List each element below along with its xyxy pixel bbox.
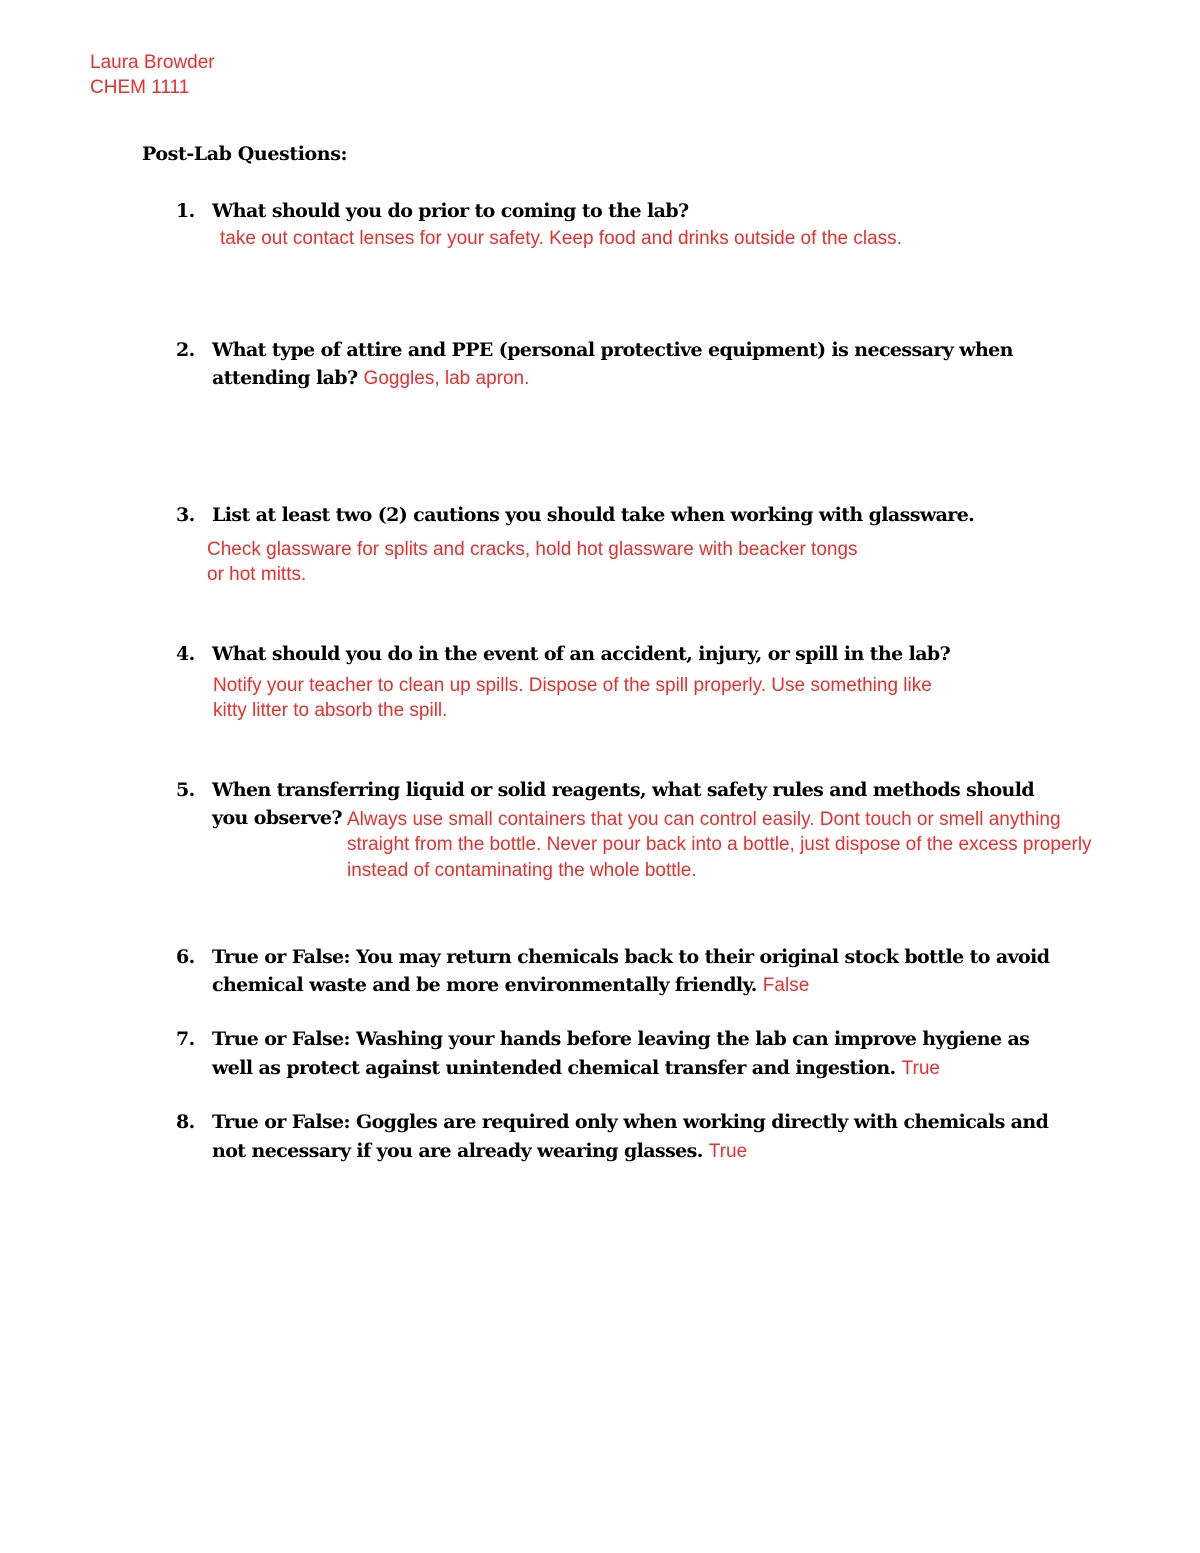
answer-text: False bbox=[762, 975, 810, 996]
answer-text: True bbox=[708, 1141, 748, 1162]
answer-text: or hot mitts. bbox=[207, 564, 307, 585]
question-text-line: chemical waste and be more environmentally friendly. bbox=[212, 974, 757, 996]
question-number: 1. bbox=[176, 200, 195, 222]
course-code: CHEM 1111 bbox=[90, 77, 190, 98]
question-text: What should you do in the event of an accident, injury, or spill in the lab? bbox=[212, 643, 951, 665]
question-text-line: not necessary if you are already wearing glasses. bbox=[212, 1140, 703, 1162]
answer-text: Notify your teacher to clean up spills. Dispose of the spill properly. Use something like bbox=[213, 675, 932, 696]
question-number: 8. bbox=[176, 1111, 195, 1133]
question-text-line: well as protect against unintended chemical transfer and ingestion. bbox=[212, 1057, 896, 1079]
question-text: List at least two (2) cautions you should take when working with glassware. bbox=[212, 504, 975, 526]
student-name: Laura Browder bbox=[90, 52, 215, 73]
question-text: True or False: Washing your hands before leaving the lab can improve hygiene as bbox=[212, 1028, 1030, 1050]
question-text: True or False: Goggles are required only when working directly with chemicals and bbox=[212, 1111, 1049, 1133]
answer-text: take out contact lenses for your safety. Keep food and drinks outside of the class. bbox=[220, 228, 902, 249]
question-text bbox=[212, 1137, 747, 1166]
answer-text: straight from the bottle. Never pour back into a bottle, just dispose of the excess properly bbox=[347, 834, 1092, 855]
answer-text: True bbox=[901, 1058, 940, 1079]
question-text bbox=[212, 364, 529, 393]
question-number: 2. bbox=[176, 339, 195, 361]
answer-text: Goggles, lab apron. bbox=[363, 368, 530, 389]
question-text: True or False: You may return chemicals back to their original stock bottle to avoid bbox=[212, 946, 1050, 968]
question-text: you observe? bbox=[212, 807, 342, 829]
question-text bbox=[212, 971, 809, 1000]
answer-text: kitty litter to absorb the spill. bbox=[213, 700, 448, 721]
answer-text: Check glassware for splits and cracks, hold hot glassware with beacker tongs bbox=[207, 539, 858, 560]
question-number: 7. bbox=[176, 1028, 195, 1050]
question-text: What type of attire and PPE (personal protective equipment) is necessary when bbox=[212, 339, 1013, 361]
question-text: When transferring liquid or solid reagents, what safety rules and methods should bbox=[212, 779, 1035, 801]
question-text-line: attending lab? bbox=[212, 367, 358, 389]
document-title: Post-Lab Questions: bbox=[142, 143, 348, 165]
answer-text: Always use small containers that you can control easily. Dont touch or smell anything bbox=[347, 809, 1061, 830]
question-number: 3. bbox=[176, 504, 195, 526]
question-text bbox=[212, 1054, 940, 1083]
question-number: 5. bbox=[176, 779, 195, 801]
question-text: What should you do prior to coming to the lab? bbox=[212, 200, 689, 222]
answer-text: instead of contaminating the whole bottle. bbox=[347, 860, 697, 881]
question-number: 4. bbox=[176, 643, 195, 665]
question-number: 6. bbox=[176, 946, 195, 968]
